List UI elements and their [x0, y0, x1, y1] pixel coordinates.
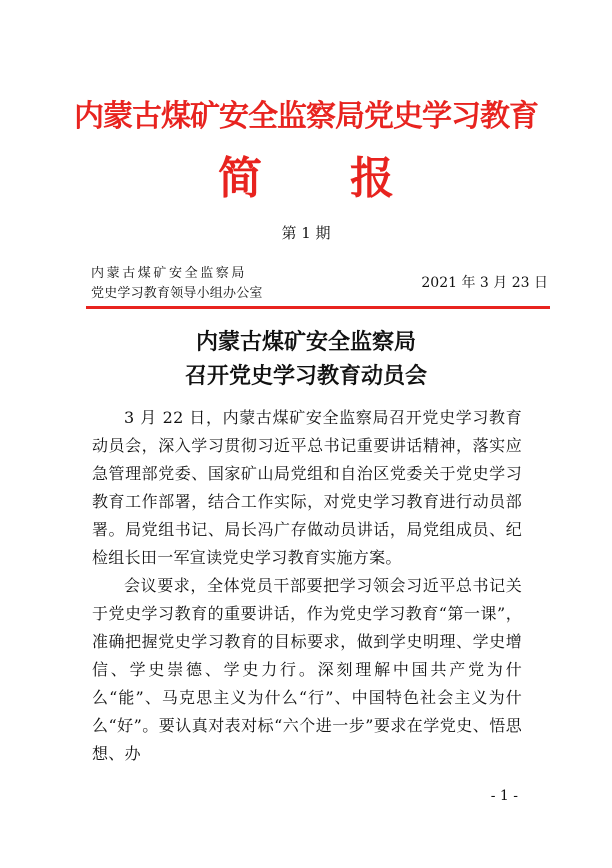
article-title-line2: 召开党史学习教育动员会 — [184, 363, 427, 389]
issue-number: 第 1 期 — [281, 224, 331, 242]
issuer-name-line2: 党史学习教育领导小组办公室 — [91, 286, 263, 301]
article-body — [92, 404, 522, 768]
issuer-name-line1: 内蒙古煤矿安全监察局 — [91, 266, 248, 281]
article-title-line1: 内蒙古煤矿安全监察局 — [195, 329, 416, 355]
masthead-title: 内蒙古煤矿安全监察局党史学习教育 — [74, 99, 538, 134]
page-number: - 1 - — [490, 788, 518, 804]
issue-date: 2021 年 3 月 23 日 — [421, 275, 548, 291]
article-paragraph: 3 月 22 日，内蒙古煤矿安全监察局召开党史学习教育动员会，深入学习贯彻习近平总书记重要讲话精神，落实应急管理部党委、国家矿山局党组和自治区党委关于党史学习教育工作部署，结合工作实际，对党史学习教育进行动员部署。局党组书记、局长冯广存做动员讲话，局党组成员、纪检组长田一军宣读党史学习教育实施方案。 — [92, 408, 522, 567]
article-paragraph: 会议要求，全体党员干部要把学习领会习近平总书记关于党史学习教育的重要讲话，作为党史学习教育“第一课”，准确把握党史学习教育的目标要求，做到学史明理、学史增信、学史崇德、学史力行。深刻理解中国共产党为什么“能”、马克思主义为什么“行”、中国特色社会主义为什么“好”。要认真对表对标“六个进一步”要求在学党史、悟思想、办 — [92, 576, 522, 763]
red-divider-rule — [86, 306, 550, 309]
masthead-subtitle: 简报 — [218, 153, 482, 204]
